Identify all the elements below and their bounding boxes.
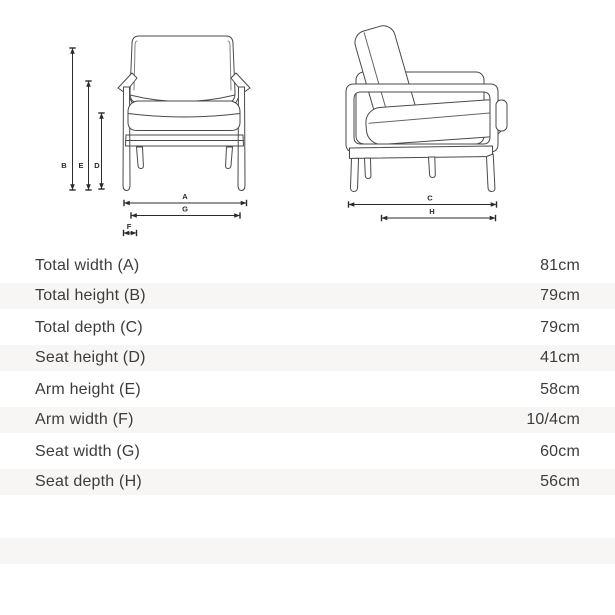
dim-label-F: F: [126, 222, 132, 231]
dimension-value: 10/4cm: [526, 411, 580, 428]
front-inner-right-leg: [226, 147, 233, 169]
side-inner-rear-leg: [429, 157, 436, 178]
table-row-seat-depth: [0, 467, 615, 498]
front-right-leg: [238, 87, 245, 191]
side-seat-cushion-tip: [496, 100, 507, 131]
dimension-value: 81cm: [540, 256, 580, 274]
dimensions-table: [0, 250, 615, 567]
front-left-leg: [123, 87, 130, 191]
table-row-seat-width: [0, 436, 615, 467]
dimension-label: Total height (B): [35, 287, 146, 304]
dimension-value: 60cm: [540, 442, 580, 460]
table-row-arm-width: [0, 405, 615, 436]
dim-label-A: A: [182, 192, 188, 201]
front-inner-left-leg: [137, 147, 144, 169]
table-row-arm-height: [0, 374, 615, 405]
dim-label-E: E: [78, 161, 84, 170]
chair-diagram-svg: [0, 0, 615, 250]
dimension-value: 41cm: [540, 349, 580, 366]
front-back-cushion: [130, 36, 235, 103]
dimension-label: Total width (A): [35, 256, 140, 274]
dimension-value: 79cm: [540, 287, 580, 304]
side-base-rail: [350, 146, 493, 159]
dimension-label: Seat width (G): [35, 442, 141, 460]
dim-label-D: D: [94, 161, 100, 170]
side-view-dimensions: [349, 194, 497, 219]
side-inner-front-leg: [365, 158, 371, 179]
dim-label-B: B: [61, 161, 67, 170]
dimensions-diagram: [0, 0, 615, 250]
table-row-empty: [0, 536, 615, 567]
front-view-drawing: [118, 36, 250, 191]
dimension-value: 58cm: [540, 380, 580, 398]
side-view-drawing: [346, 23, 507, 192]
table-gap: [0, 498, 615, 536]
dimension-value: 56cm: [540, 473, 580, 490]
dimension-label: Arm width (F): [35, 411, 134, 428]
dimension-value: 79cm: [540, 318, 580, 336]
dim-label-H: H: [429, 207, 435, 216]
side-front-leg: [350, 158, 358, 191]
table-row-total-depth: [0, 312, 615, 343]
dim-label-C: C: [427, 193, 433, 203]
dimension-label: Arm height (E): [35, 380, 141, 398]
table-row-seat-height: [0, 343, 615, 374]
table-row-total-height: [0, 281, 615, 312]
dimension-label: Total depth (C): [35, 318, 143, 336]
dim-label-G: G: [182, 204, 188, 214]
table-row-total-width: [0, 250, 615, 281]
side-rear-leg: [487, 154, 495, 192]
dimension-label: Seat height (D): [35, 349, 146, 366]
dimension-label: Seat depth (H): [35, 473, 142, 490]
